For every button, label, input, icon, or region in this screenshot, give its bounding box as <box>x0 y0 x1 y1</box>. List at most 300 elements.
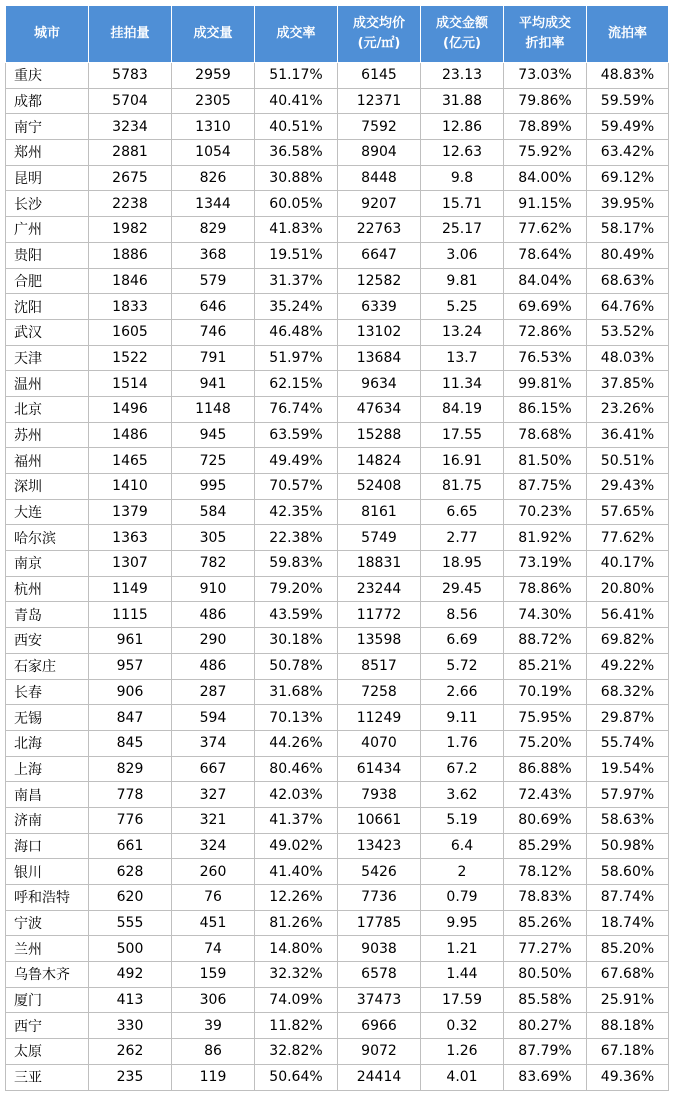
table-cell: 30.18% <box>255 628 338 654</box>
table-row <box>6 114 669 140</box>
city-cell: 南昌 <box>6 782 89 808</box>
city-cell: 苏州 <box>6 422 89 448</box>
table-cell: 287 <box>172 679 255 705</box>
table-cell: 260 <box>172 859 255 885</box>
table-cell: 42.03% <box>255 782 338 808</box>
city-cell: 温州 <box>6 371 89 397</box>
table-cell: 778 <box>89 782 172 808</box>
city-cell: 北海 <box>6 730 89 756</box>
table-cell: 69.12% <box>587 165 669 191</box>
table-cell: 23.26% <box>587 396 669 422</box>
table-cell: 8161 <box>338 499 421 525</box>
column-header <box>89 6 172 63</box>
table-cell: 78.12% <box>504 859 587 885</box>
city-cell: 呼和浩特 <box>6 885 89 911</box>
table-cell: 1115 <box>89 602 172 628</box>
city-cell: 南宁 <box>6 114 89 140</box>
table-row <box>6 807 669 833</box>
table-cell: 2.77 <box>421 525 504 551</box>
table-row <box>6 730 669 756</box>
table-cell: 47634 <box>338 396 421 422</box>
city-cell: 沈阳 <box>6 294 89 320</box>
column-header <box>172 6 255 63</box>
table-cell: 725 <box>172 448 255 474</box>
table-cell: 78.83% <box>504 885 587 911</box>
table-row <box>6 782 669 808</box>
table-cell: 22.38% <box>255 525 338 551</box>
table-cell: 61434 <box>338 756 421 782</box>
table-cell: 7938 <box>338 782 421 808</box>
table-row <box>6 165 669 191</box>
table-cell: 84.19 <box>421 396 504 422</box>
column-header <box>421 6 504 63</box>
table-cell: 1054 <box>172 140 255 166</box>
table-cell: 31.88 <box>421 88 504 114</box>
table-row <box>6 525 669 551</box>
table-cell: 59.83% <box>255 551 338 577</box>
table-cell: 2675 <box>89 165 172 191</box>
table-row <box>6 268 669 294</box>
table-cell: 46.48% <box>255 319 338 345</box>
table-cell: 59.49% <box>587 114 669 140</box>
table-cell: 579 <box>172 268 255 294</box>
table-cell: 13598 <box>338 628 421 654</box>
table-cell: 41.37% <box>255 807 338 833</box>
column-header <box>338 6 421 63</box>
table-row <box>6 371 669 397</box>
table-cell: 12.26% <box>255 885 338 911</box>
table-cell: 72.86% <box>504 319 587 345</box>
column-header-label: 成交量 <box>193 26 233 41</box>
table-cell: 486 <box>172 653 255 679</box>
table-cell: 86.88% <box>504 756 587 782</box>
table-cell: 58.63% <box>587 807 669 833</box>
table-cell: 8448 <box>338 165 421 191</box>
column-header-unit: (亿元) <box>443 36 481 51</box>
table-row <box>6 191 669 217</box>
city-cell: 乌鲁木齐 <box>6 962 89 988</box>
table-cell: 791 <box>172 345 255 371</box>
city-cell: 兰州 <box>6 936 89 962</box>
table-cell: 49.22% <box>587 653 669 679</box>
table-cell: 500 <box>89 936 172 962</box>
city-cell: 石家庄 <box>6 653 89 679</box>
table-cell: 14824 <box>338 448 421 474</box>
table-cell: 87.79% <box>504 1039 587 1065</box>
table-cell: 53.52% <box>587 319 669 345</box>
table-cell: 1486 <box>89 422 172 448</box>
table-cell: 2238 <box>89 191 172 217</box>
table-cell: 57.97% <box>587 782 669 808</box>
table-cell: 67.18% <box>587 1039 669 1065</box>
table-cell: 1514 <box>89 371 172 397</box>
table-cell: 1886 <box>89 242 172 268</box>
city-cell: 重庆 <box>6 63 89 89</box>
column-header-label: 成交均价 <box>352 16 405 31</box>
table-cell: 50.78% <box>255 653 338 679</box>
table-cell: 5.25 <box>421 294 504 320</box>
city-cell: 武汉 <box>6 319 89 345</box>
table-cell: 81.50% <box>504 448 587 474</box>
table-cell: 829 <box>172 217 255 243</box>
table-cell: 75.95% <box>504 705 587 731</box>
table-cell: 1363 <box>89 525 172 551</box>
table-cell: 20.80% <box>587 576 669 602</box>
table-cell: 374 <box>172 730 255 756</box>
table-cell: 75.92% <box>504 140 587 166</box>
table-cell: 18831 <box>338 551 421 577</box>
data-table-container <box>5 5 669 1091</box>
table-cell: 413 <box>89 987 172 1013</box>
table-cell: 86 <box>172 1039 255 1065</box>
table-cell: 667 <box>172 756 255 782</box>
table-cell: 2.66 <box>421 679 504 705</box>
city-cell: 银川 <box>6 859 89 885</box>
table-cell: 9072 <box>338 1039 421 1065</box>
table-cell: 49.36% <box>587 1064 669 1090</box>
table-cell: 11772 <box>338 602 421 628</box>
table-cell: 262 <box>89 1039 172 1065</box>
table-cell: 68.32% <box>587 679 669 705</box>
table-cell: 584 <box>172 499 255 525</box>
table-row <box>6 345 669 371</box>
table-cell: 9.81 <box>421 268 504 294</box>
table-row <box>6 705 669 731</box>
city-cell: 成都 <box>6 88 89 114</box>
table-cell: 57.65% <box>587 499 669 525</box>
table-cell: 1.44 <box>421 962 504 988</box>
city-cell: 济南 <box>6 807 89 833</box>
table-cell: 87.74% <box>587 885 669 911</box>
city-cell: 西安 <box>6 628 89 654</box>
city-cell: 大连 <box>6 499 89 525</box>
table-cell: 6647 <box>338 242 421 268</box>
table-row <box>6 551 669 577</box>
table-cell: 10661 <box>338 807 421 833</box>
column-header <box>504 6 587 63</box>
table-cell: 44.26% <box>255 730 338 756</box>
city-cell: 西宁 <box>6 1013 89 1039</box>
table-cell: 31.68% <box>255 679 338 705</box>
table-cell: 37473 <box>338 987 421 1013</box>
table-row <box>6 88 669 114</box>
table-cell: 79.86% <box>504 88 587 114</box>
city-cell: 青岛 <box>6 602 89 628</box>
column-header-label: 城市 <box>33 26 60 41</box>
table-cell: 80.49% <box>587 242 669 268</box>
table-cell: 845 <box>89 730 172 756</box>
table-cell: 80.69% <box>504 807 587 833</box>
table-cell: 2305 <box>172 88 255 114</box>
table-cell: 8.56 <box>421 602 504 628</box>
table-cell: 91.15% <box>504 191 587 217</box>
table-cell: 76 <box>172 885 255 911</box>
city-cell: 福州 <box>6 448 89 474</box>
data-table <box>5 5 669 1091</box>
table-cell: 746 <box>172 319 255 345</box>
table-cell: 77.62% <box>587 525 669 551</box>
city-cell: 宁波 <box>6 910 89 936</box>
table-cell: 19.51% <box>255 242 338 268</box>
table-cell: 13.24 <box>421 319 504 345</box>
table-cell: 829 <box>89 756 172 782</box>
table-cell: 995 <box>172 474 255 500</box>
table-cell: 52408 <box>338 474 421 500</box>
table-cell: 84.04% <box>504 268 587 294</box>
table-cell: 13102 <box>338 319 421 345</box>
table-cell: 77.27% <box>504 936 587 962</box>
table-row <box>6 242 669 268</box>
table-cell: 941 <box>172 371 255 397</box>
table-cell: 8904 <box>338 140 421 166</box>
table-cell: 17.55 <box>421 422 504 448</box>
table-cell: 5.19 <box>421 807 504 833</box>
column-header-label: 挂拍量 <box>110 26 150 41</box>
header-row <box>6 6 669 63</box>
table-row <box>6 936 669 962</box>
table-cell: 646 <box>172 294 255 320</box>
column-header-label: 成交金额 <box>435 16 488 31</box>
table-cell: 6145 <box>338 63 421 89</box>
table-cell: 58.60% <box>587 859 669 885</box>
table-cell: 85.26% <box>504 910 587 936</box>
table-cell: 70.13% <box>255 705 338 731</box>
table-cell: 12371 <box>338 88 421 114</box>
city-cell: 昆明 <box>6 165 89 191</box>
table-row <box>6 294 669 320</box>
table-cell: 63.42% <box>587 140 669 166</box>
table-cell: 64.76% <box>587 294 669 320</box>
table-cell: 85.29% <box>504 833 587 859</box>
table-cell: 36.58% <box>255 140 338 166</box>
table-cell: 321 <box>172 807 255 833</box>
table-cell: 1982 <box>89 217 172 243</box>
table-cell: 74 <box>172 936 255 962</box>
table-cell: 2 <box>421 859 504 885</box>
column-header-unit: 折扣率 <box>525 36 565 51</box>
table-cell: 76.74% <box>255 396 338 422</box>
table-cell: 1.21 <box>421 936 504 962</box>
table-cell: 5426 <box>338 859 421 885</box>
table-cell: 6.69 <box>421 628 504 654</box>
table-cell: 70.57% <box>255 474 338 500</box>
table-cell: 306 <box>172 987 255 1013</box>
table-cell: 78.64% <box>504 242 587 268</box>
city-cell: 长春 <box>6 679 89 705</box>
table-row <box>6 499 669 525</box>
table-cell: 9207 <box>338 191 421 217</box>
table-cell: 79.20% <box>255 576 338 602</box>
table-cell: 620 <box>89 885 172 911</box>
table-cell: 957 <box>89 653 172 679</box>
table-row <box>6 885 669 911</box>
table-cell: 12582 <box>338 268 421 294</box>
table-cell: 324 <box>172 833 255 859</box>
table-cell: 7258 <box>338 679 421 705</box>
table-cell: 43.59% <box>255 602 338 628</box>
table-cell: 368 <box>172 242 255 268</box>
table-cell: 99.81% <box>504 371 587 397</box>
table-cell: 1344 <box>172 191 255 217</box>
column-header-label: 成交率 <box>276 26 316 41</box>
table-cell: 17785 <box>338 910 421 936</box>
table-cell: 59.59% <box>587 88 669 114</box>
table-cell: 76.53% <box>504 345 587 371</box>
table-cell: 81.75 <box>421 474 504 500</box>
table-cell: 661 <box>89 833 172 859</box>
city-cell: 哈尔滨 <box>6 525 89 551</box>
table-cell: 2959 <box>172 63 255 89</box>
table-cell: 39.95% <box>587 191 669 217</box>
table-cell: 2881 <box>89 140 172 166</box>
city-cell: 厦门 <box>6 987 89 1013</box>
table-cell: 78.89% <box>504 114 587 140</box>
table-cell: 32.32% <box>255 962 338 988</box>
column-header-label: 平均成交 <box>518 16 571 31</box>
column-header-label: 流拍率 <box>607 26 647 41</box>
table-row <box>6 602 669 628</box>
table-cell: 628 <box>89 859 172 885</box>
city-cell: 三亚 <box>6 1064 89 1090</box>
table-cell: 12.86 <box>421 114 504 140</box>
table-cell: 906 <box>89 679 172 705</box>
table-cell: 81.26% <box>255 910 338 936</box>
table-cell: 40.41% <box>255 88 338 114</box>
table-cell: 594 <box>172 705 255 731</box>
city-cell: 无锡 <box>6 705 89 731</box>
table-cell: 11.34 <box>421 371 504 397</box>
table-cell: 85.58% <box>504 987 587 1013</box>
table-cell: 67.68% <box>587 962 669 988</box>
table-row <box>6 217 669 243</box>
table-cell: 88.18% <box>587 1013 669 1039</box>
table-cell: 70.19% <box>504 679 587 705</box>
table-cell: 80.50% <box>504 962 587 988</box>
city-cell: 郑州 <box>6 140 89 166</box>
table-cell: 826 <box>172 165 255 191</box>
table-cell: 31.37% <box>255 268 338 294</box>
table-cell: 1846 <box>89 268 172 294</box>
table-cell: 70.23% <box>504 499 587 525</box>
table-cell: 48.83% <box>587 63 669 89</box>
table-cell: 56.41% <box>587 602 669 628</box>
table-cell: 13684 <box>338 345 421 371</box>
table-cell: 782 <box>172 551 255 577</box>
table-cell: 49.02% <box>255 833 338 859</box>
table-row <box>6 1013 669 1039</box>
table-cell: 55.74% <box>587 730 669 756</box>
table-cell: 67.2 <box>421 756 504 782</box>
table-cell: 5783 <box>89 63 172 89</box>
table-cell: 5.72 <box>421 653 504 679</box>
table-cell: 9038 <box>338 936 421 962</box>
table-cell: 1.26 <box>421 1039 504 1065</box>
table-cell: 235 <box>89 1064 172 1090</box>
table-row <box>6 1039 669 1065</box>
table-cell: 9.8 <box>421 165 504 191</box>
table-cell: 3.62 <box>421 782 504 808</box>
table-cell: 330 <box>89 1013 172 1039</box>
table-cell: 29.43% <box>587 474 669 500</box>
table-cell: 327 <box>172 782 255 808</box>
table-cell: 7736 <box>338 885 421 911</box>
city-cell: 广州 <box>6 217 89 243</box>
table-cell: 48.03% <box>587 345 669 371</box>
table-cell: 13423 <box>338 833 421 859</box>
table-cell: 83.69% <box>504 1064 587 1090</box>
table-cell: 62.15% <box>255 371 338 397</box>
table-cell: 5704 <box>89 88 172 114</box>
table-cell: 14.80% <box>255 936 338 962</box>
table-cell: 51.17% <box>255 63 338 89</box>
table-cell: 40.51% <box>255 114 338 140</box>
city-cell: 北京 <box>6 396 89 422</box>
table-cell: 11.82% <box>255 1013 338 1039</box>
table-cell: 69.82% <box>587 628 669 654</box>
table-cell: 555 <box>89 910 172 936</box>
table-cell: 451 <box>172 910 255 936</box>
table-cell: 119 <box>172 1064 255 1090</box>
city-cell: 合肥 <box>6 268 89 294</box>
table-cell: 290 <box>172 628 255 654</box>
table-cell: 25.91% <box>587 987 669 1013</box>
table-cell: 24414 <box>338 1064 421 1090</box>
table-cell: 37.85% <box>587 371 669 397</box>
table-cell: 74.30% <box>504 602 587 628</box>
table-row <box>6 319 669 345</box>
column-header <box>255 6 338 63</box>
table-row <box>6 987 669 1013</box>
table-cell: 80.46% <box>255 756 338 782</box>
table-cell: 492 <box>89 962 172 988</box>
table-cell: 18.95 <box>421 551 504 577</box>
table-cell: 961 <box>89 628 172 654</box>
table-cell: 58.17% <box>587 217 669 243</box>
table-cell: 5749 <box>338 525 421 551</box>
table-cell: 1307 <box>89 551 172 577</box>
table-cell: 86.15% <box>504 396 587 422</box>
table-cell: 30.88% <box>255 165 338 191</box>
table-cell: 6.65 <box>421 499 504 525</box>
city-cell: 深圳 <box>6 474 89 500</box>
table-cell: 9634 <box>338 371 421 397</box>
table-cell: 159 <box>172 962 255 988</box>
table-cell: 1833 <box>89 294 172 320</box>
table-cell: 18.74% <box>587 910 669 936</box>
table-cell: 1410 <box>89 474 172 500</box>
table-row <box>6 628 669 654</box>
table-cell: 84.00% <box>504 165 587 191</box>
table-cell: 1148 <box>172 396 255 422</box>
table-cell: 22763 <box>338 217 421 243</box>
table-cell: 74.09% <box>255 987 338 1013</box>
table-cell: 1.76 <box>421 730 504 756</box>
table-cell: 1379 <box>89 499 172 525</box>
table-cell: 50.51% <box>587 448 669 474</box>
column-header <box>587 6 669 63</box>
table-cell: 1149 <box>89 576 172 602</box>
table-cell: 73.19% <box>504 551 587 577</box>
city-cell: 南京 <box>6 551 89 577</box>
table-cell: 19.54% <box>587 756 669 782</box>
table-cell: 81.92% <box>504 525 587 551</box>
table-row <box>6 1064 669 1090</box>
table-cell: 9.95 <box>421 910 504 936</box>
table-row <box>6 833 669 859</box>
table-cell: 16.91 <box>421 448 504 474</box>
table-cell: 11249 <box>338 705 421 731</box>
table-cell: 73.03% <box>504 63 587 89</box>
